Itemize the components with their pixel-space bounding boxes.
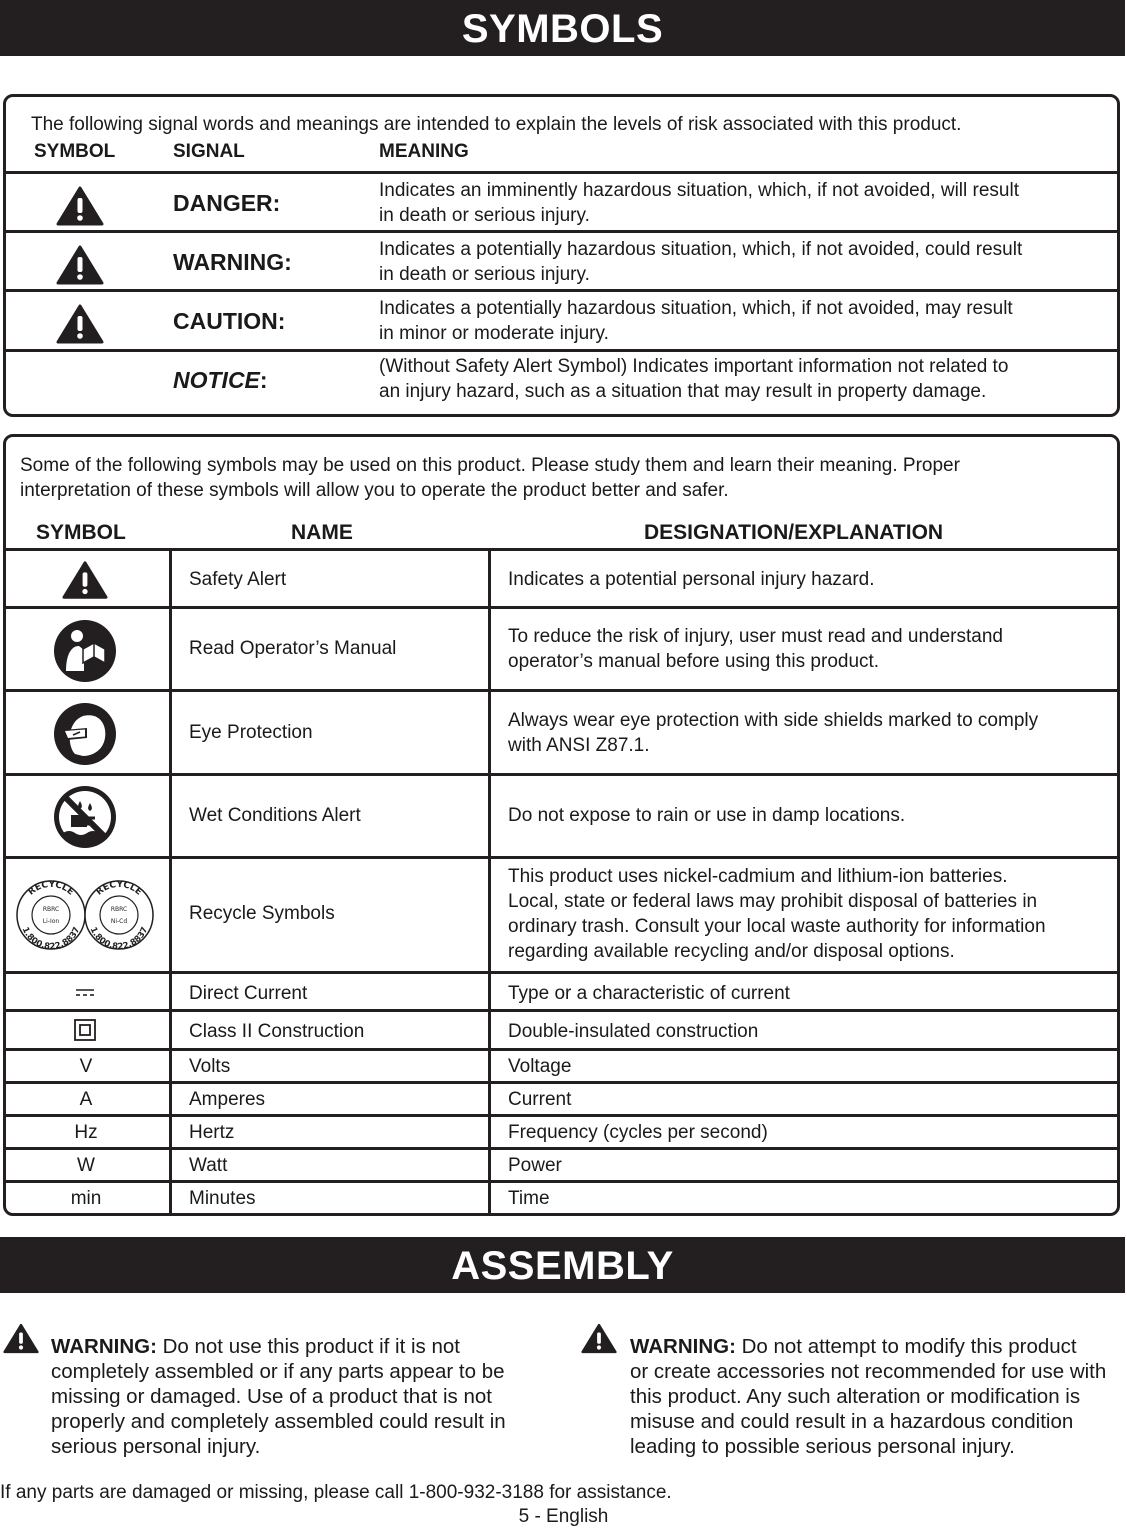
symbol-explanation: regarding available recycling and/or disposal options. [508, 941, 955, 962]
recycle-seal-text: 1.800.822.8837 [19, 925, 83, 951]
signal-meaning-line: Indicates an imminently hazardous situation, which, if not avoided, will result [379, 180, 1019, 201]
recycle-seal-text: RECYCLE [94, 879, 144, 898]
symbol-explanation: Double-insulated construction [508, 1021, 759, 1042]
assembly-banner: ASSEMBLY [0, 1237, 1125, 1293]
symbol-explanation: Time [508, 1188, 550, 1209]
page-number: 5 - English [518, 1506, 609, 1527]
signal-row-warning [6, 230, 1117, 289]
assembly-warning-left [51, 1334, 506, 1459]
warning-text: serious personal injury. [51, 1435, 261, 1458]
symbol-explanation: Type or a characteristic of current [508, 983, 790, 1004]
symbol-name: Amperes [189, 1089, 266, 1110]
safety-alert-icon [56, 304, 104, 344]
recycle-seal-text: Li-Ion [42, 918, 60, 925]
signal-meaning-line: in minor or moderate injury. [379, 323, 609, 344]
symbol-abbrev: V [79, 1056, 93, 1077]
symbol-name: Direct Current [189, 983, 308, 1004]
class-ii-icon [74, 1019, 96, 1041]
warning-text: Do not attempt to modify this product [735, 1335, 1077, 1358]
warning-text: this product. Any such alteration or modification is [630, 1385, 1081, 1408]
signal-word: CAUTION: [173, 308, 286, 334]
symbol-name: Safety Alert [189, 569, 287, 590]
signal-row-caution [6, 289, 1117, 348]
recycle-seal-text: Ni-Cd [110, 918, 128, 925]
signal-header-symbol: SYMBOL [34, 141, 116, 162]
signal-meaning-line: Indicates a potentially hazardous situation, which, if not avoided, could result [379, 239, 1023, 260]
warning-label: WARNING: [51, 1335, 157, 1358]
symbol-explanation: with ANSI Z87.1. [508, 735, 650, 756]
symbol-explanation: operator’s manual before using this product. [508, 651, 880, 672]
symbol-row [6, 548, 1117, 609]
symbol-abbrev: Hz [74, 1122, 98, 1143]
symbol-explanation: Current [508, 1089, 572, 1110]
symbol-row [6, 971, 1117, 1009]
symbol-name: Read Operator’s Manual [189, 638, 397, 659]
signal-word-suffix: : [259, 367, 268, 393]
safety-alert-icon [56, 245, 104, 285]
safety-alert-icon [3, 1323, 39, 1354]
symbol-name: Minutes [189, 1188, 256, 1209]
symbol-name: Recycle Symbols [189, 903, 335, 924]
symbol-row [6, 1009, 1117, 1048]
signal-words-table [3, 94, 1120, 417]
symbol-explanation: Power [508, 1155, 562, 1176]
symbol-explanation: Frequency (cycles per second) [508, 1122, 768, 1143]
symbol-name: Watt [189, 1155, 228, 1176]
signal-header-meaning: MEANING [379, 141, 469, 162]
eye-protection-icon [53, 702, 117, 766]
recycle-seal-text: 1.800.822.8837 [87, 925, 151, 951]
assembly-warning-right [630, 1334, 1106, 1459]
signal-meaning-line: in death or serious injury. [379, 205, 590, 226]
safety-alert-icon [56, 186, 104, 226]
signal-header-signal: SIGNAL [173, 141, 245, 162]
symbol-name: Volts [189, 1056, 231, 1077]
symbol-row [6, 1048, 1117, 1081]
symbol-abbrev: min [70, 1188, 102, 1209]
signal-meaning-line: (Without Safety Alert Symbol) Indicates important information not related to [379, 356, 1009, 377]
symbol-name: Class II Construction [189, 1021, 365, 1042]
symbols-banner: SYMBOLS [0, 0, 1125, 56]
symbol-explanation: This product uses nickel-cadmium and lithium-ion batteries. [508, 866, 1008, 887]
symbols-header-name: NAME [291, 521, 353, 544]
symbols-header-designation: DESIGNATION/EXPLANATION [644, 521, 944, 544]
read-manual-icon [53, 619, 117, 683]
safety-alert-icon [581, 1323, 617, 1354]
signal-row-notice [6, 349, 1117, 416]
warning-text: Do not use this product if it is not [156, 1335, 461, 1358]
symbol-explanation: Local, state or federal laws may prohibit disposal of batteries in [508, 891, 1038, 912]
recycle-seal-text: RBRC [110, 906, 128, 913]
warning-text: leading to possible serious personal injury. [630, 1435, 1015, 1458]
symbol-row [6, 1114, 1117, 1147]
assistance-note: If any parts are damaged or missing, please call 1-800-932-3188 for assistance. [0, 1482, 672, 1503]
symbol-row [6, 856, 1117, 973]
symbols-intro-line: interpretation of these symbols will allow you to operate the product better and safer. [20, 480, 729, 501]
symbols-table [3, 434, 1120, 1216]
recycle-seal-text: RBRC [42, 906, 60, 913]
warning-text: missing or damaged. Use of a product that is not [51, 1385, 492, 1408]
symbols-intro-line: Some of the following symbols may be used on this product. Please study them and learn their meaning. Proper [20, 455, 960, 476]
symbol-explanation: To reduce the risk of injury, user must read and understand [508, 626, 1003, 647]
symbol-explanation: Voltage [508, 1056, 572, 1077]
symbol-name: Wet Conditions Alert [189, 805, 361, 826]
symbol-explanation: ordinary trash. Consult your local waste authority for information [508, 916, 1046, 937]
symbol-abbrev: W [77, 1155, 95, 1176]
symbol-explanation: Do not expose to rain or use in damp locations. [508, 805, 906, 826]
signal-word: WARNING: [173, 249, 292, 275]
symbol-row [6, 689, 1117, 776]
direct-current-icon [76, 988, 94, 998]
symbol-row [6, 606, 1117, 691]
signal-meaning-line: an injury hazard, such as a situation that may result in property damage. [379, 381, 987, 402]
warning-text: completely assembled or if any parts appear to be [51, 1360, 505, 1383]
wet-conditions-icon [53, 785, 117, 849]
signal-word-notice: NOTICE [173, 367, 260, 393]
recycle-seal-text: RECYCLE [26, 879, 76, 898]
symbol-name: Hertz [189, 1122, 235, 1143]
symbol-abbrev: A [79, 1089, 93, 1110]
symbol-explanation: Always wear eye protection with side shields marked to comply [508, 710, 1039, 731]
signal-word [173, 367, 268, 394]
signal-meaning-line: Indicates a potentially hazardous situation, which, if not avoided, may result [379, 298, 1013, 319]
warning-text: properly and completely assembled could result in [51, 1410, 506, 1433]
signal-table-intro: The following signal words and meanings are intended to explain the levels of risk associated with this product. [31, 114, 962, 135]
symbol-row [6, 1147, 1117, 1180]
signal-word: DANGER: [173, 190, 281, 216]
symbols-header-symbol: SYMBOL [36, 521, 126, 544]
symbol-name: Eye Protection [189, 722, 313, 743]
symbol-explanation: Indicates a potential personal injury hazard. [508, 569, 875, 590]
warning-text: or create accessories not recommended for use with [630, 1360, 1107, 1383]
safety-alert-icon [62, 560, 108, 600]
symbol-row [6, 1081, 1117, 1114]
warning-text: misuse and could result in a hazardous condition [630, 1410, 1074, 1433]
signal-row-danger [6, 171, 1117, 230]
warning-label: WARNING: [630, 1335, 736, 1358]
recycle-seal-icon [15, 879, 155, 951]
symbol-row [6, 1180, 1117, 1216]
signal-meaning-line: in death or serious injury. [379, 264, 590, 285]
symbol-row [6, 773, 1117, 858]
